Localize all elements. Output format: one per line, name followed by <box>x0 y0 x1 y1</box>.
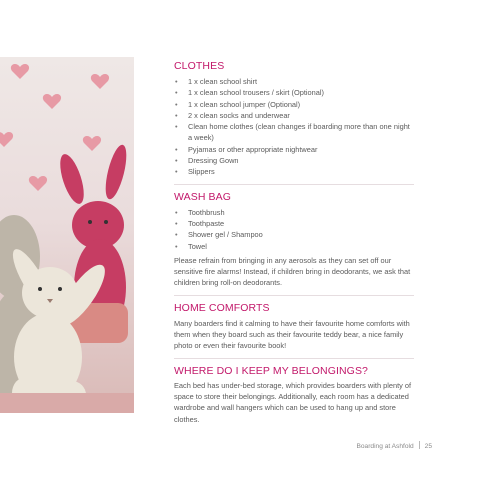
wash-bag-list <box>174 207 414 252</box>
home-comforts-section <box>174 302 414 352</box>
list-item: • Pyjamas or other appropriate nightwear <box>174 144 414 155</box>
text-column <box>174 60 414 425</box>
list-item: • Clean home clothes (clean changes if boarding more than one night a week) <box>174 121 414 144</box>
footer-title: Boarding at Ashfold <box>356 443 414 450</box>
section-heading: WASH BAG <box>174 190 232 203</box>
page-number: 25 <box>424 443 432 450</box>
page-footer <box>356 441 432 450</box>
clothes-list <box>174 76 414 178</box>
list-item: • Slippers <box>174 166 414 177</box>
clothes-section <box>174 60 414 178</box>
list-item: • 1 x clean school jumper (Optional) <box>174 99 414 110</box>
footer-separator <box>419 441 420 449</box>
home-comforts-text: Many boarders find it calming to have their favourite home comforts with them when they board such as their favourite teddy bear, a nice family photo or even their favourite book! <box>174 318 410 351</box>
list-item: • Dressing Gown <box>174 155 414 166</box>
wash-bag-section <box>174 191 414 289</box>
belongings-section <box>174 365 414 425</box>
soft-toys-illustration <box>0 57 134 413</box>
list-item: • 1 x clean school trousers / skirt (Optional) <box>174 87 414 98</box>
divider <box>174 184 414 185</box>
list-item: • Towel <box>174 241 414 252</box>
section-heading: WHERE DO I KEEP MY BELONGINGS? <box>174 364 368 377</box>
section-heading: HOME COMFORTS <box>174 301 270 314</box>
list-item: • Toothbrush <box>174 207 414 218</box>
list-item: • Toothpaste <box>174 218 414 229</box>
divider <box>174 358 414 359</box>
section-heading: CLOTHES <box>174 60 225 72</box>
list-item: • 2 x clean socks and underwear <box>174 110 414 121</box>
list-item: • 1 x clean school shirt <box>174 76 414 87</box>
aerosol-note: Please refrain from bringing in any aerosols as they can set off our sensitive fire alarms! Instead, if children bring in deodorants, we ask that children bring roll-on deodorants. <box>174 255 411 288</box>
belongings-text: Each bed has under-bed storage, which provides boarders with plenty of space to store their belongings. Additionally, each room has a dedicated wardrobe and wall hangers which can be used to hang up and store clothes. <box>174 380 412 424</box>
list-item: • Shower gel / Shampoo <box>174 229 414 240</box>
soft-toys-photo <box>0 57 134 413</box>
divider <box>174 295 414 296</box>
